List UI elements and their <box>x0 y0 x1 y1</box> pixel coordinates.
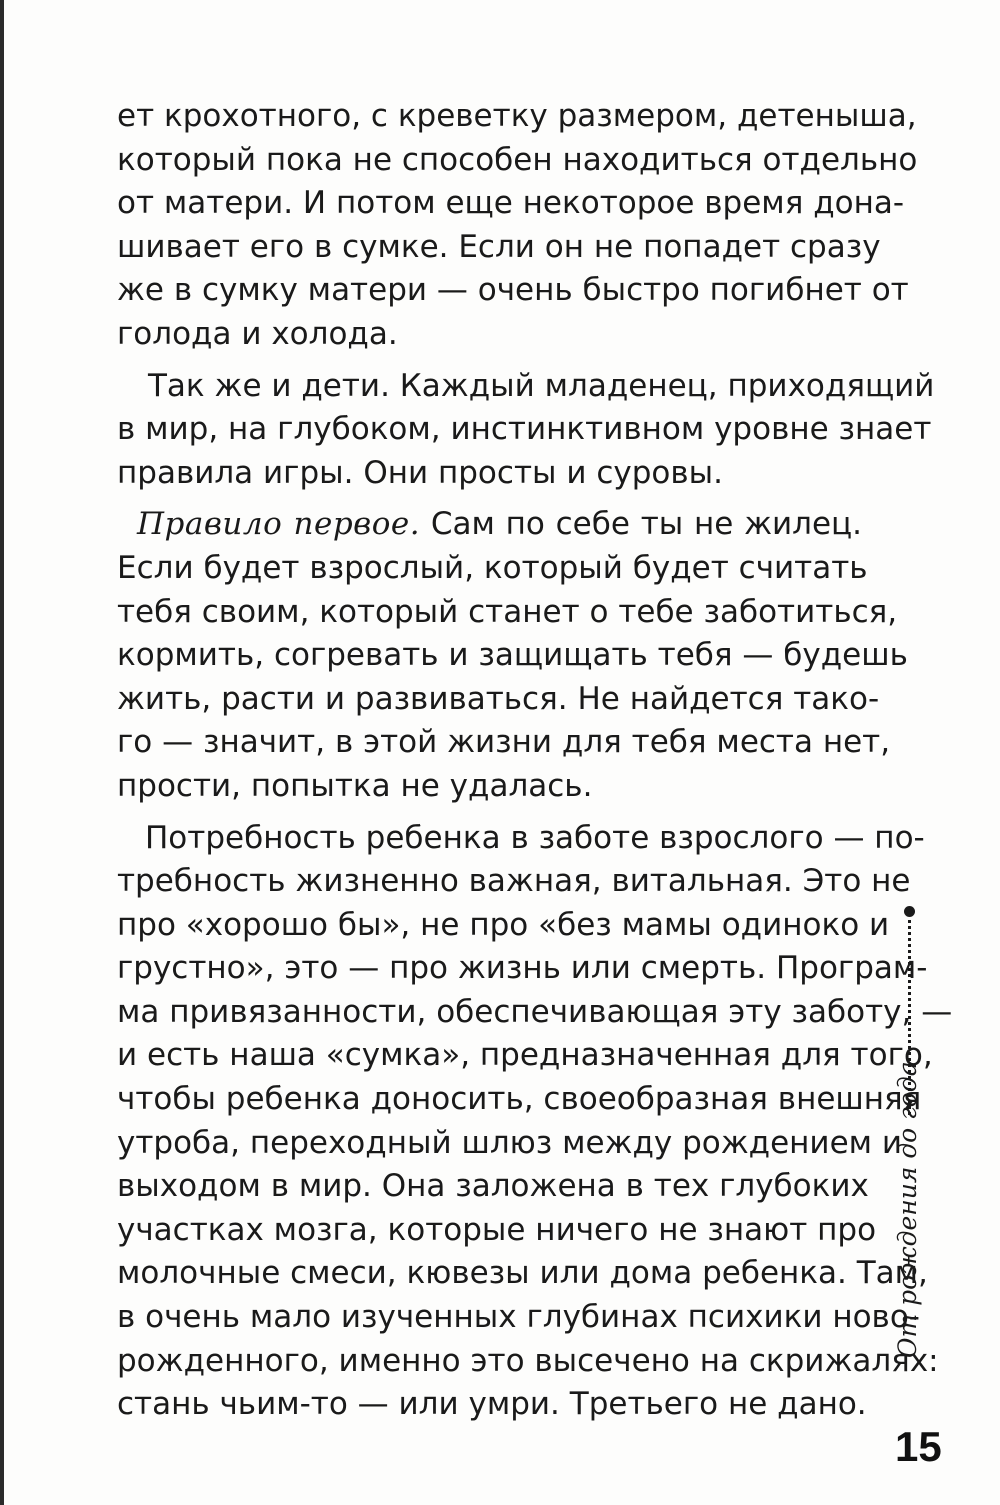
text-line: го — значит, в этой жизни для тебя места нет, <box>117 724 891 761</box>
text-line: утроба, переходный шлюз между рождением и <box>117 1124 903 1161</box>
page-edge-shadow <box>0 0 4 1505</box>
text-line <box>117 365 935 409</box>
text-line: тебя своим, который станет о тебе заботиться, <box>117 593 898 630</box>
text-line: грустно», это — про жизнь или смерть. Програм- <box>117 950 928 987</box>
text-line: ет крохотного, с креветку размером, детеныша, <box>117 98 917 134</box>
text-line <box>117 817 925 861</box>
text-line: рожденного, именно это высечено на скрижалях: <box>117 1342 939 1379</box>
text-line: в очень мало изученных глубинах психики ново- <box>117 1299 920 1336</box>
running-head-dot <box>904 906 915 917</box>
text-line: кормить, согревать и защищать тебя — будешь <box>117 637 908 674</box>
text-line: чтобы ребенка доносить, своеобразная внешняя <box>117 1081 922 1118</box>
paragraph-gap <box>117 495 862 503</box>
text-line: молочные смеси, кювезы или дома ребенка. Там, <box>117 1255 928 1292</box>
text-line: участках мозга, которые ничего не знают про <box>117 1211 877 1248</box>
paragraph-1 <box>117 95 918 357</box>
text-line: правила игры. Они просты и суровы. <box>117 454 723 491</box>
running-head <box>894 906 922 1386</box>
text-line-content: Так же и дети. Каждый младенец, приходящий <box>148 367 935 404</box>
page-number: 15 <box>895 1423 942 1470</box>
text-line <box>117 503 862 547</box>
text-line-content: Потребность ребенка в заботе взрослого — по- <box>145 819 925 856</box>
text-line: прости, попытка не удалась. <box>117 767 593 804</box>
text-line: жить, расти и развиваться. Не найдется тако- <box>117 680 880 717</box>
text-line: выходом в мир. Она заложена в тех глубоких <box>117 1168 869 1205</box>
running-head-text-box <box>893 1061 922 1386</box>
text-line: требность жизненно важная, витальная. Это не <box>117 863 911 900</box>
text-line: который пока не способен находиться отдельно <box>117 141 918 178</box>
text-line-rest: Сам по себе ты не жилец. <box>420 506 863 543</box>
paragraph-3 <box>117 503 908 808</box>
text-line: голода и холода. <box>117 315 398 352</box>
text-line: шивает его в сумке. Если он не попадет сразу <box>117 228 881 265</box>
text-line: же в сумку матери — очень быстро погибнет от <box>117 272 909 309</box>
paragraph-2 <box>117 365 935 496</box>
paragraph-gap <box>117 357 862 365</box>
italic-lead: Правило первое. <box>137 506 421 543</box>
text-line: от матери. И потом еще некоторое время дона- <box>117 185 905 222</box>
text-line: Если будет взрослый, который будет считать <box>117 549 868 586</box>
running-head-text: От рождения до года <box>893 1061 922 1358</box>
paragraph-gap <box>117 809 862 817</box>
text-line: про «хорошо бы», не про «без мамы одиноко и <box>117 906 890 943</box>
text-line: стань чьим-то — или умри. Третьего не дано. <box>117 1386 867 1423</box>
text-line: ма привязанности, обеспечивающая эту заботу, — <box>117 993 953 1030</box>
text-line: и есть наша «сумка», предназначенная для того, <box>117 1037 933 1074</box>
text-line: в мир, на глубоком, инстинктивном уровне знает <box>117 411 932 448</box>
